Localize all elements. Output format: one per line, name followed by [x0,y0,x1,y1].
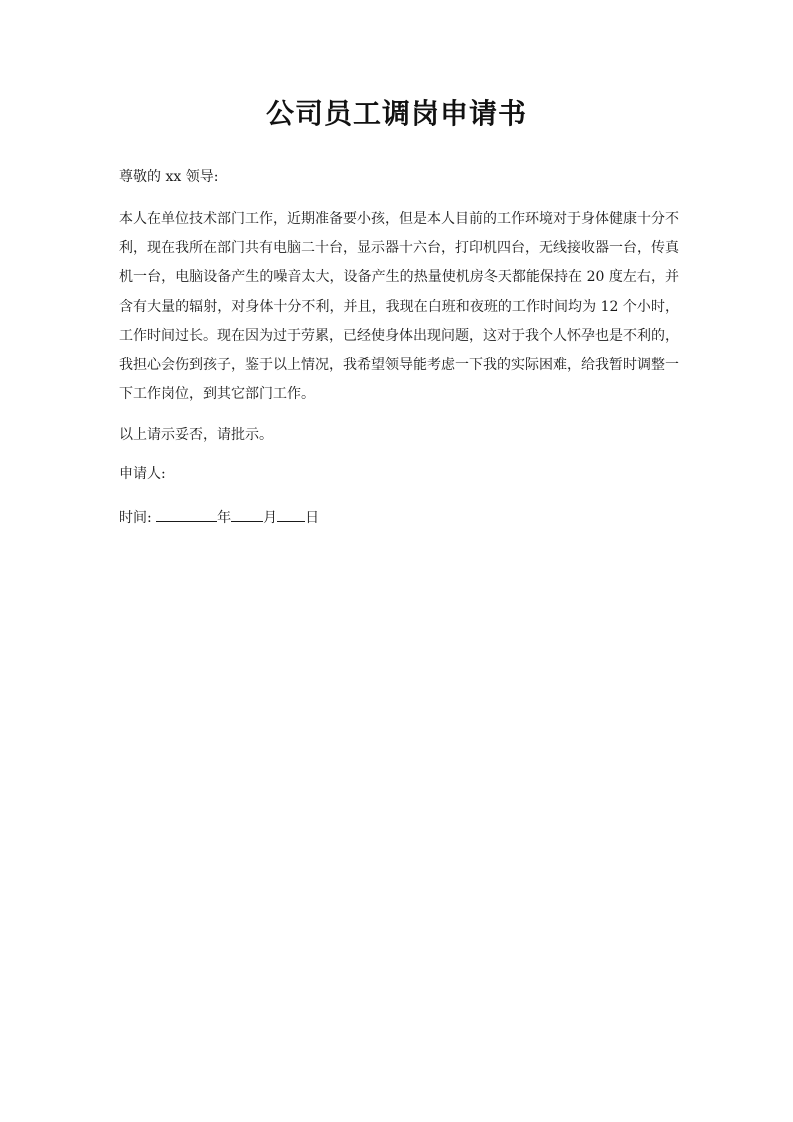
salutation: 尊敬的 xx 领导: [119,169,219,185]
document-title: 公司员工调岗申请书 [265,97,527,130]
day-unit: 日 [305,510,320,526]
year-unit: 年 [217,510,232,526]
day-blank [277,509,305,522]
body-paragraph: 本人在单位技术部门工作，近期准备要小孩，但是本人目前的工作环境对于身体健康十分不利，现在我所在部门共有电脑二十台，显示器十六台，打印机四台，无线接收器一台，传真机一台，电脑设备产生的噪音太大，设备产生的热量使机房冬天都能保持在 20 度左右，并含有大量的辐射，对身体十分不利，并且，我现在白班和夜班的工作时间均为 12 个小时，工作时间过长。现在因为过于劳累，已经使身体出现问题，这对于我个人怀孕也是不利的，我担心会伤到孩子，鉴于以上情况，我希望领导能考虑一下我的实际困难，给我暂时调整一下工作岗位，到其它部门工作。 [119,211,679,403]
month-unit: 月 [263,510,278,526]
date-label: 时间: [119,510,152,526]
date-line [119,507,679,527]
year-blank [156,509,217,522]
applicant-label: 申请人: [119,466,166,482]
closing-line: 以上请示妥否，请批示。 [119,427,273,443]
month-blank [231,509,263,522]
